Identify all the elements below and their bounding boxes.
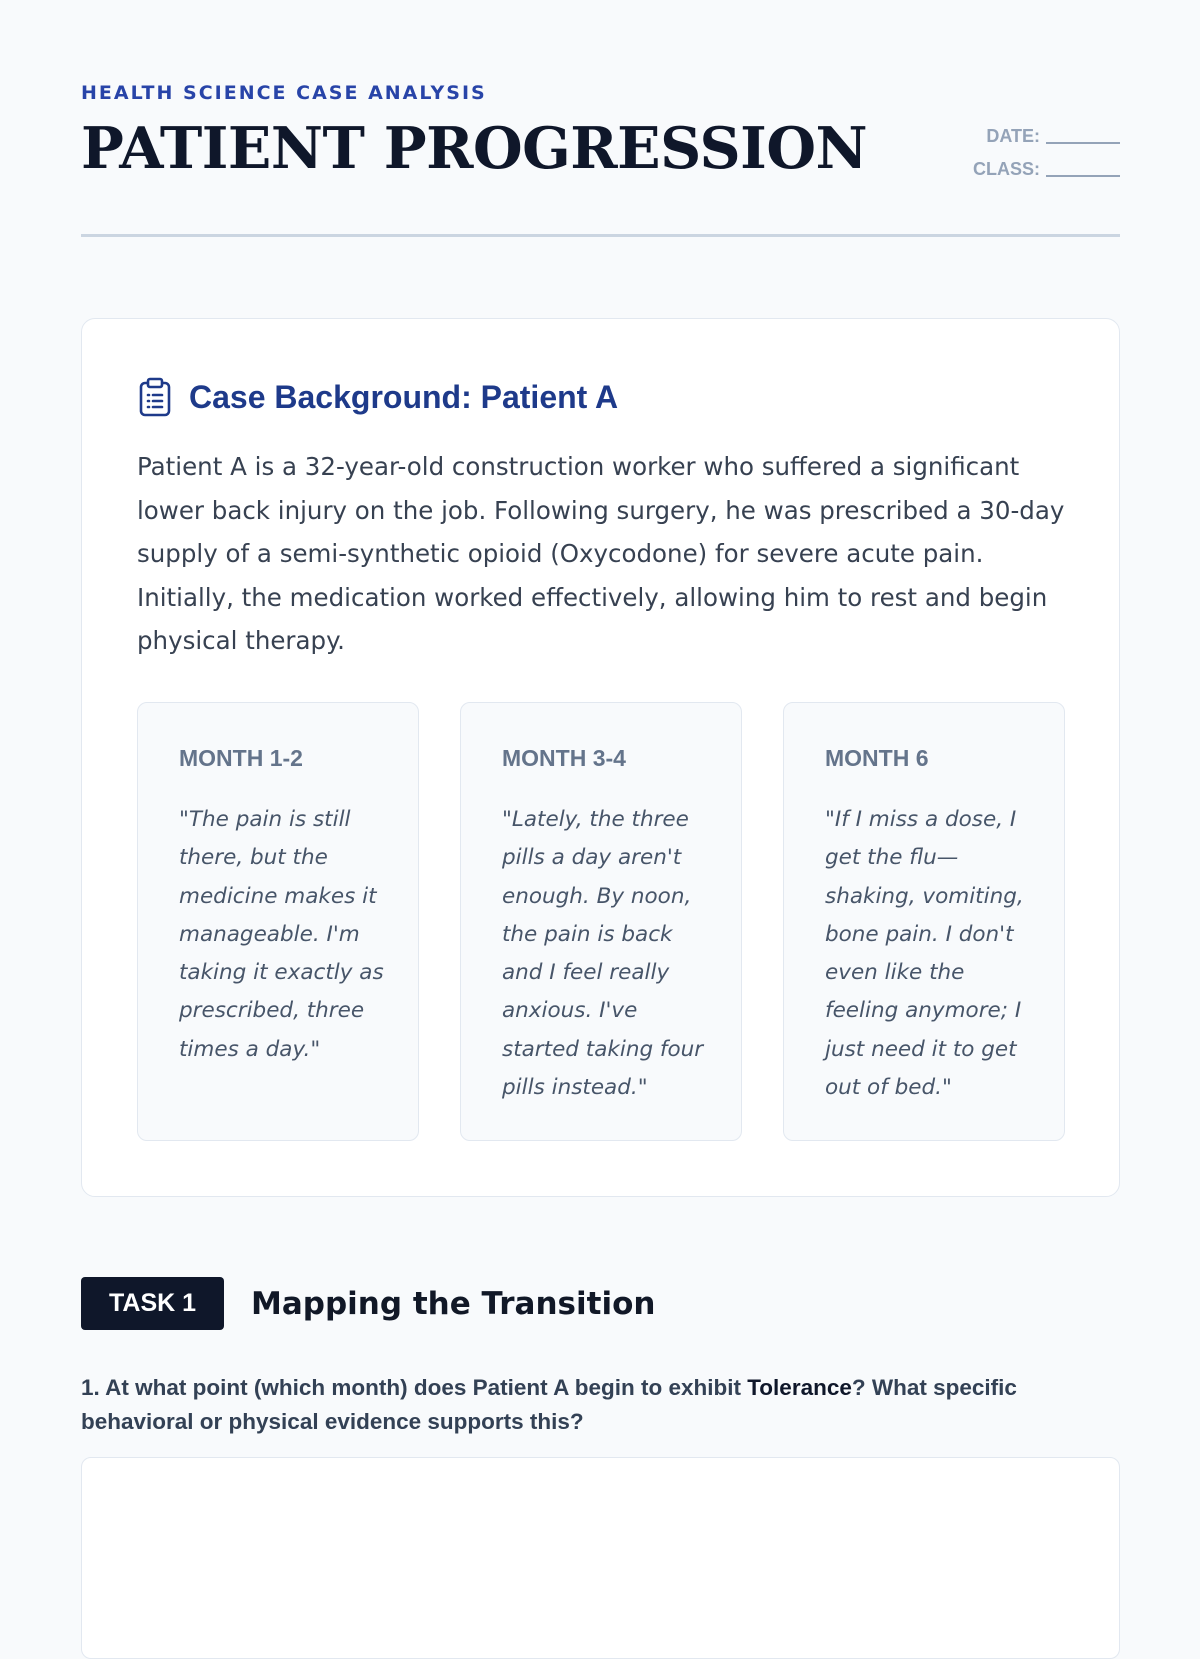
month-card-1-2 — [137, 702, 419, 1141]
task-header — [81, 1277, 655, 1330]
case-description: Patient A is a 32-year-old construction worker who suffered a significant lower back injury on the job. Following surgery, he was prescribed a 30-day supply of a semi-synthetic opioid (Oxycodone) for severe acute pain. Initially, the medication worked effectively, allowing him to rest and begin physical therapy. — [137, 452, 1065, 655]
question-text-end: ? What specific behavioral or physical evidence supports this? — [81, 1375, 1017, 1434]
class-label: CLASS: — [973, 159, 1040, 179]
answer-box[interactable] — [81, 1457, 1120, 1659]
date-field[interactable] — [973, 120, 1120, 153]
subject-eyebrow: HEALTH SCIENCE CASE ANALYSIS — [81, 82, 487, 104]
header-divider — [81, 234, 1120, 237]
date-label: DATE: — [986, 126, 1040, 146]
page-title: PATIENT PROGRESSION — [81, 115, 868, 182]
case-title: Case Background: Patient A — [189, 378, 619, 415]
class-field[interactable] — [973, 153, 1120, 186]
meta-fields — [973, 120, 1120, 186]
task-title: Mapping the Transition — [251, 1285, 656, 1322]
case-background-card — [81, 318, 1120, 1197]
question-1 — [81, 1371, 1120, 1439]
month-quote: "The pain is still there, but the medicine makes it manageable. I'm taking it exactly as prescribed, three times a day." — [179, 807, 384, 1062]
month-label: MONTH 6 — [825, 745, 929, 771]
clipboard-icon — [137, 377, 173, 417]
class-blank-line[interactable] — [1046, 161, 1120, 177]
month-label: MONTH 1-2 — [179, 745, 303, 771]
month-label: MONTH 3-4 — [502, 745, 626, 771]
month-card-6 — [783, 702, 1065, 1141]
month-card-3-4 — [460, 702, 742, 1141]
question-emphasis: Tolerance — [747, 1375, 852, 1400]
task-badge: TASK 1 — [81, 1277, 224, 1330]
date-blank-line[interactable] — [1046, 128, 1120, 144]
question-text-start: 1. At what point (which month) does Patient A begin to exhibit — [81, 1375, 748, 1400]
month-quote: "Lately, the three pills a day aren't enough. By noon, the pain is back and I feel really anxious. I've started taking four pills instead." — [502, 807, 704, 1101]
month-quote: "If I miss a dose, I get the flu—shaking, vomiting, bone pain. I don't even like the feeling anymore; I just need it to get out of bed." — [825, 807, 1024, 1101]
case-title-row — [137, 377, 618, 417]
